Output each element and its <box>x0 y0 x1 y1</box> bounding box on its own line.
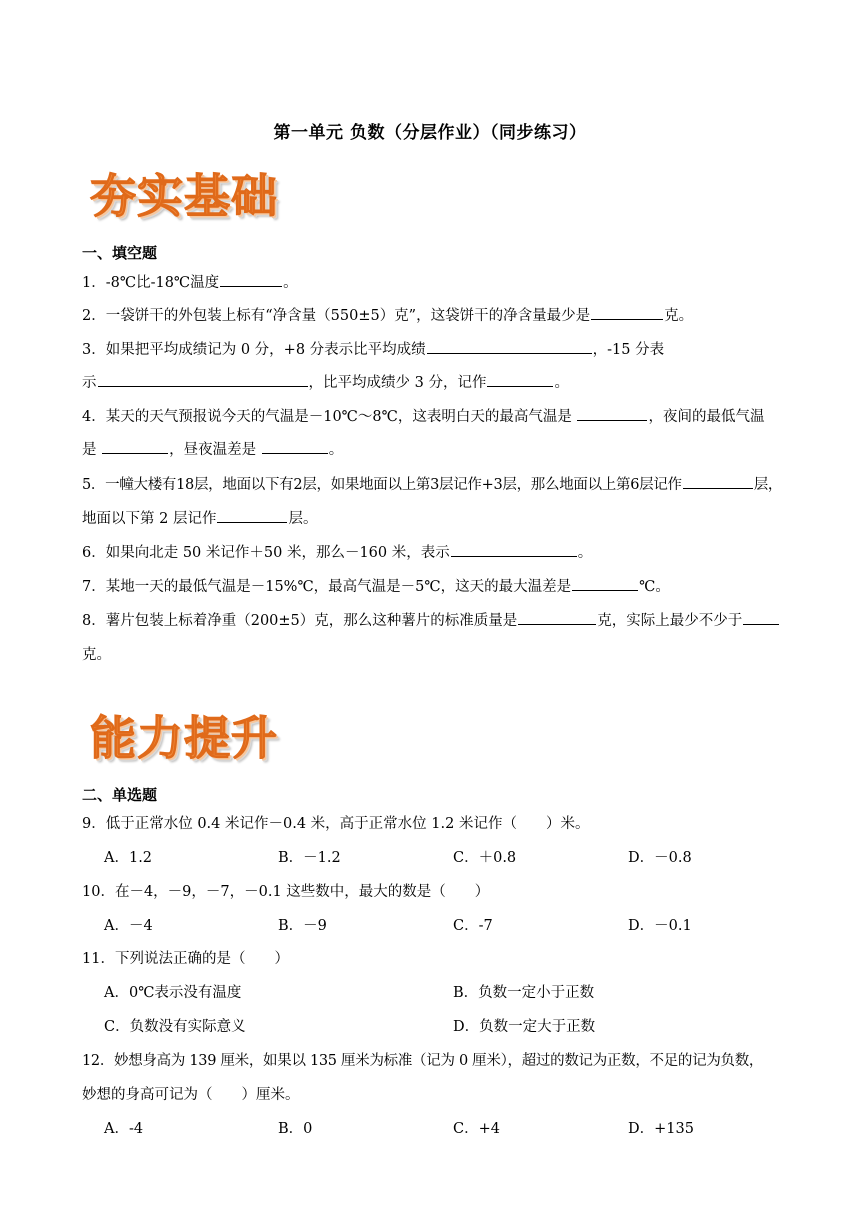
answer-blank[interactable] <box>518 609 596 625</box>
option-a[interactable]: A．1.2 <box>104 850 153 866</box>
answer-blank[interactable] <box>487 371 553 387</box>
option-c[interactable]: C．＋0.8 <box>453 850 517 866</box>
question-7: 7．某地一天的最低气温是－15%℃，最高气温是－5℃，这天的最大温差是 ℃。 <box>82 575 808 596</box>
question-11: 11．下列说法正确的是（ ） <box>82 951 289 967</box>
page-title: 第一单元 负数（分层作业）（同步练习） <box>273 123 587 143</box>
question-12-cont: 妙想的身高可记为（ ）厘米。 <box>82 1087 300 1103</box>
question-10: 10．在－4，－9，－7，－0.1 这些数中，最大的数是（ ） <box>82 884 490 900</box>
question-3: 3．如果把平均成绩记为 0 分，+8 分表示比平均成绩 ，-15 分表 <box>82 338 808 359</box>
answer-blank[interactable] <box>220 271 282 287</box>
answer-blank[interactable] <box>451 541 577 557</box>
answer-blank[interactable] <box>743 609 779 625</box>
question-5-cont: 地面以下第 2 层记作 层。 <box>82 507 808 528</box>
question-8-cont: 克。 <box>82 647 111 663</box>
question-8: 8．薯片包装上标着净重（200±5）克，那么这种薯片的标准质量是 克，实际上最少不少于 <box>82 609 808 630</box>
section-multiple-choice: 二、单选题 <box>82 786 158 804</box>
option-c[interactable]: C．负数没有实际意义 <box>104 1019 246 1035</box>
answer-blank[interactable] <box>591 304 663 320</box>
answer-blank[interactable] <box>683 473 753 489</box>
question-3-cont: 示 ，比平均成绩少 3 分，记作 。 <box>82 371 808 392</box>
option-d[interactable]: D．－0.8 <box>628 850 692 866</box>
question-4: 4．某天的天气预报说今天的气温是－10℃～8℃，这表明白天的最高气温是 ，夜间的最低气温 <box>82 405 808 426</box>
option-a[interactable]: A．0℃表示没有温度 <box>104 985 242 1001</box>
question-2: 2．一袋饼干的外包装上标有“净含量（550±5）克”，这袋饼干的净含量最少是 克。 <box>82 304 808 325</box>
answer-blank[interactable] <box>217 507 287 523</box>
option-d[interactable]: D．－0.1 <box>628 918 692 934</box>
section-fill-in: 一、填空题 <box>82 244 158 262</box>
option-b[interactable]: B．0 <box>278 1121 313 1137</box>
option-c[interactable]: C．-7 <box>453 918 493 934</box>
question-12: 12．妙想身高为 139 厘米，如果以 135 厘米为标准（记为 0 厘米），超过的数记为正数，不足的记为负数， <box>82 1053 764 1069</box>
question-6: 6．如果向北走 50 米记作＋50 米，那么－160 米，表示 。 <box>82 541 808 562</box>
option-a[interactable]: A．-4 <box>104 1121 144 1137</box>
banner-advanced: 能力提升 <box>90 711 278 765</box>
option-b[interactable]: B．－9 <box>278 918 327 934</box>
answer-blank[interactable] <box>427 338 592 354</box>
option-b[interactable]: B．－1.2 <box>278 850 341 866</box>
option-c[interactable]: C．+4 <box>453 1121 500 1137</box>
question-1: 1．-8℃比-18℃温度 。 <box>82 271 808 292</box>
option-a[interactable]: A．－4 <box>104 918 153 934</box>
option-d[interactable]: D．+135 <box>628 1121 694 1137</box>
question-5: 5．一幢大楼有18层，地面以下有2层，如果地面以上第3层记作+3层，那么地面以上第6层记作 层， <box>82 473 808 494</box>
answer-blank[interactable] <box>262 438 328 454</box>
answer-blank[interactable] <box>102 438 168 454</box>
question-4-cont: 是 ，昼夜温差是 。 <box>82 438 808 459</box>
option-b[interactable]: B．负数一定小于正数 <box>453 985 595 1001</box>
banner-basic: 夯实基础 <box>90 169 278 223</box>
option-d[interactable]: D．负数一定大于正数 <box>453 1019 596 1035</box>
answer-blank[interactable] <box>572 575 638 591</box>
answer-blank[interactable] <box>577 405 647 421</box>
answer-blank[interactable] <box>98 371 308 387</box>
question-9: 9．低于正常水位 0.4 米记作－0.4 米，高于正常水位 1.2 米记作（ ）米。 <box>82 816 590 832</box>
